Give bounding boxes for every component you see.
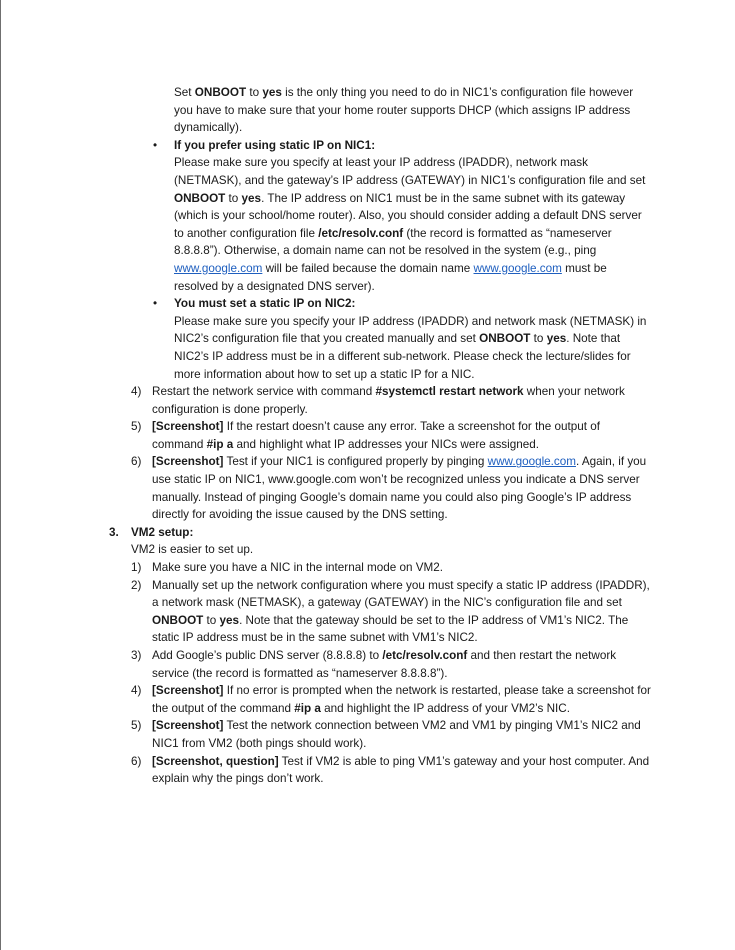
google-link[interactable]: www.google.com [473,261,562,275]
nic1-dhcp-paragraph: Set ONBOOT to yes is the only thing you need to do in NIC1’s configuration file however you have to make sure that your home router supports DHCP (which assigns IP address dynamically). [174,86,634,135]
list-item-vm2-step-1: 1) Make sure you have a NIC in the internal mode on VM2. [131,561,444,575]
google-link[interactable]: www.google.com [487,455,576,469]
bullet-dot: • [153,297,158,311]
list-item-vm2-step-5: 5) [Screenshot] Test the network connection between VM2 and VM1 by pinging VM1’s NIC2 and NIC1 from VM2 (both pings should work). [131,719,641,750]
list-item-step-4: 4) Restart the network service with command #systemctl restart network when your network configuration is done properly. [131,385,625,416]
bullet-heading: You must set a static IP on NIC2: [174,297,356,311]
list-item-vm2-step-6: 6) [Screenshot, question] Test if VM2 is able to ping VM1’s gateway and your host computer. And explain why the pings don’t work. [131,754,650,786]
bullet-body: Please make sure you specify your IP address (IPADDR) and network mask (NETMASK) in NIC2’s configuration file that you created manually and set ONBOOT to yes. Note that NIC2’s IP address must be in a different sub-network. Please check the lecture/slides for more information about how to set up a static IP for a NIC. [174,314,647,381]
section-title: VM2 setup: [131,525,194,539]
section-number: 3. [109,525,119,539]
bullet-static-ip-nic1 [109,137,654,295]
bullet-body: Please make sure you specify at least your IP address (IPADDR), network mask (NETMASK), and the gateway’s IP address (GATEWAY) in NIC1’s configuration file and set ONBOOT to yes. The IP address on NIC1 must be in the same subnet with its gateway (which is your school/home router). Also, you should consider adding a default DNS server to another configuration file /etc/resolv.conf (the record is formatted as “nameserver 8.8.8.8”). Otherwise, a domain name can not be resolved in the system (e.g., ping www.google.com will be failed because the domain name www.google.com must be resolved by a designated DNS server). [174,156,646,293]
list-item-step-5: 5) [Screenshot] If the restart doesn’t cause any error. Take a screenshot for the output of command #ip a and highlight what IP addresses your NICs were assigned. [131,420,601,451]
section-vm2-setup [109,524,654,542]
bullet-heading: If you prefer using static IP on NIC1: [174,138,376,152]
bullet-static-ip-nic2 [109,295,654,383]
section-intro: VM2 is easier to set up. [131,543,254,557]
list-item-vm2-step-2: 2) Manually set up the network configuration where you must specify a static IP address (IPADDR), a network mask (NETMASK), a gateway (GATEWAY) in the NIC’s configuration file and set ONBOOT to yes. Note that the gateway should be set to the IP address of VM1’s NIC2. The static IP address must be in the same subnet with VM1’s NIC2. [131,578,650,645]
document-body [109,84,654,788]
list-item-vm2-step-3: 3) Add Google’s public DNS server (8.8.8.8) to /etc/resolv.conf and then restart the network service (the record is formatted as “nameserver 8.8.8.8”). [131,649,617,680]
bullet-dot: • [153,138,158,152]
google-link[interactable]: www.google.com [174,261,263,275]
list-item-vm2-step-4: 4) [Screenshot] If no error is prompted when the network is restarted, please take a screenshot for the output of the command #ip a and highlight the IP address of your VM2’s NIC. [131,684,651,715]
list-item-step-6: 6) [Screenshot] Test if your NIC1 is configured properly by pinging www.google.com. Again, if you use static IP on NIC1, www.google.com won’t be recognized unless you indicate a DNS server manually. Instead of pinging Google’s domain name you could also ping Google’s IP address directly for avoiding the issue caused by the DNS setting. [131,455,647,522]
